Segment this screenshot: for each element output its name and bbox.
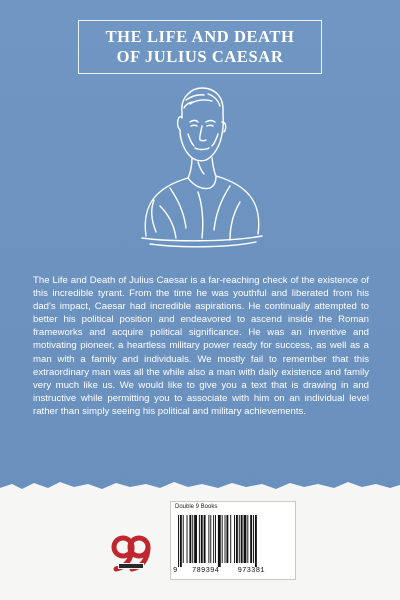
barcode-bar <box>236 515 238 563</box>
barcode-bar <box>215 515 216 563</box>
barcode-bar <box>178 515 179 567</box>
barcode-bar <box>210 515 211 563</box>
barcode-bar <box>208 515 209 563</box>
barcode-bar <box>247 515 248 563</box>
barcode-bar <box>218 515 221 567</box>
barcode-bar <box>250 515 252 563</box>
barcode <box>176 515 290 567</box>
barcode-bar <box>222 515 223 563</box>
publisher-name: Double 9 Books <box>175 504 218 510</box>
barcode-bar <box>199 515 200 563</box>
isbn-number <box>173 567 293 575</box>
barcode-bar <box>225 515 226 563</box>
blurb-text: The Life and Death of Julius Caesar is a far-reaching check of the existence of this incredible tyrant. From the time he was youthful and liberated from his dad's impact, Caesar had incredible aspirations. He continually attempted to better his political position and endeavored to ascend inside the Roman frameworks and acquire political significance. He was an inventive and motivating pioneer, a heartless military power ready for success, as well as a man with a family and individuals. We mostly fail to remember that this extraordinary man was all the while also a man with daily existence and family very much like us. We would like to give you a text that is drawing in and instructive while permitting you to associate with him on an individual level rather than simply seeing his political and military achievements. <box>33 275 369 417</box>
barcode-bar <box>241 515 243 563</box>
barcode-bar <box>255 515 257 567</box>
isbn-lead-digit: 9 <box>173 567 178 575</box>
double-9-books-logo-icon <box>110 533 152 575</box>
barcode-bar <box>244 515 247 563</box>
title-box <box>78 20 322 74</box>
barcode-bar <box>180 515 182 567</box>
title-line-2: OF JULIUS CAESAR <box>116 47 284 66</box>
barcode-bar <box>226 515 228 563</box>
barcode-bar <box>192 515 193 563</box>
barcode-bar <box>204 515 206 563</box>
barcode-bar <box>230 515 231 563</box>
barcode-bar <box>183 515 184 563</box>
isbn-group-1: 789394 <box>192 567 220 575</box>
barcode-bar <box>234 515 235 563</box>
barcode-bar <box>187 515 188 563</box>
barcode-bar <box>213 515 214 563</box>
title-line-1: THE LIFE AND DEATH <box>105 27 295 46</box>
isbn-group-2: 973381 <box>237 567 265 575</box>
julius-caesar-bust-icon <box>110 82 290 252</box>
barcode-bar <box>253 515 254 563</box>
barcode-bar <box>189 515 191 563</box>
barcode-bar <box>201 515 203 563</box>
barcode-box <box>170 501 296 580</box>
barcode-bar <box>194 515 197 563</box>
barcode-bar <box>239 515 240 563</box>
